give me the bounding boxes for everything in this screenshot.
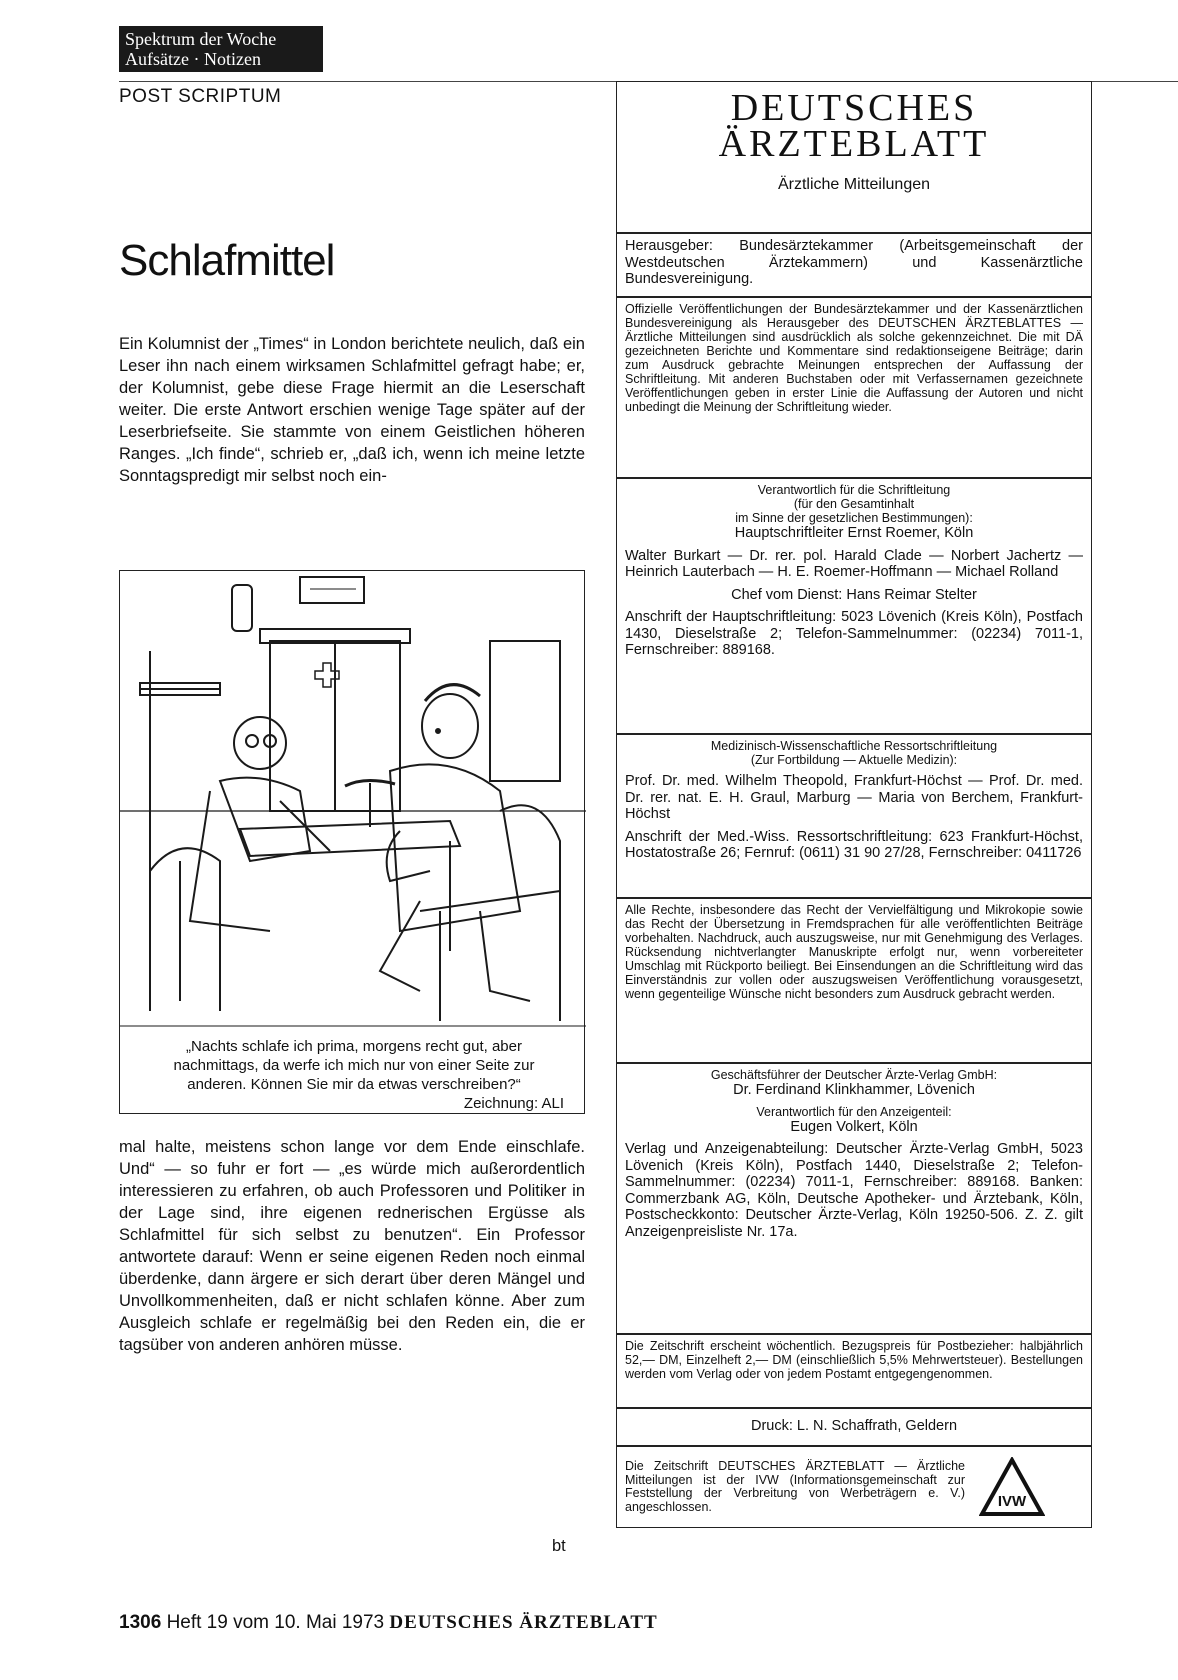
article-lead: Ein Kolumnist der „Times“ in London berichtete neulich, daß ein Leser ihn nach einem wirksamen Schlafmittel gefragt habe; er, der Kolumnist, gebe diese Frage hiermit an die Leserschaft weiter. Die erste Antwort erschien wenige Tage später auf der Leserbriefseite. Sie stammte von einem Geistlichen höheren Ranges. „Ich finde“, schrieb er, „daß ich, wenn ich meine letzte Sonntagspredigt mir selbst noch ein- (119, 335, 585, 485)
gf-head: Geschäftsführer der Deutscher Ärzte-Verlag GmbH: (710, 1068, 998, 1082)
anzeigen-name: Eugen Volkert, Köln (790, 1118, 918, 1135)
impressum-herausgeber: Herausgeber: Bundesärztekammer (Arbeitsgemeinschaft der Westdeutschen Ärztekammern) und Kassenärztliche Bundesvereinigung. (625, 238, 1083, 287)
med-head1: Medizinisch-Wissenschaftliche Ressortschriftleitung (710, 739, 998, 753)
med-head2: (Zur Fortbildung — Aktuelle Medizin): (750, 753, 958, 767)
impressum-druck-box (616, 1408, 1092, 1446)
redakteure: Walter Burkart — Dr. rer. pol. Harald Clade — Norbert Jachertz — Heinrich Lauterbach — H. E. Roemer-Hoffmann — Michael Rolland (625, 547, 1083, 580)
kicker: POST SCRIPTUM (119, 86, 282, 107)
cartoon (119, 570, 585, 1114)
schriftleitung-head1: Verantwortlich für die Schriftleitung (757, 483, 951, 497)
page-number: 1306 (119, 1612, 162, 1633)
impressum-ivw-box (616, 1446, 1092, 1528)
masthead (616, 81, 1092, 233)
masthead-title-line1: DEUTSCHES (730, 87, 978, 129)
impressum-ivw: Die Zeitschrift DEUTSCHES ÄRZTEBLATT — Ärztliche Mitteilungen ist der IVW (Informationsgemeinschaft zur Feststellung der Verbreitung von Werbeträgern e. V.) angeschlossen. (625, 1459, 965, 1514)
impressum-rechte-box (616, 898, 1092, 1063)
masthead-title (617, 87, 1091, 165)
section-badge (119, 26, 323, 72)
cartoon-credit: Zeichnung: ALI (463, 1095, 564, 1112)
impressum-bezug: Die Zeitschrift erscheint wöchentlich. Bezugspreis für Postbezieher: halbjährlich 52,— DM, Einzelheft 2,— DM (einschließlich 5,5% Mehrwertsteuer). Bestellungen werden vom Verlag oder von jedem Postamt entgegengenommen. (625, 1339, 1083, 1381)
med-names: Prof. Dr. med. Wilhelm Theopold, Frankfurt-Höchst — Prof. Dr. med. Dr. rer. nat. E. H. Graul, Marburg — Maria von Berchem, Frankfurt-Höchst (625, 773, 1083, 822)
impressum-schriftleitung-box (616, 478, 1092, 734)
article-body: mal halte, meistens schon lange vor dem Ende einschlafe. Und“ — so fuhr er fort — „es würde mich außerordentlich interessieren zu erfahren, ob auch Professoren und Politiker in der Lage sind, ihre eigenen rednerischen Ergüsse als Schlafmittel für sich selbst zu benutzen“. Ein Professor antwortete darauf: Wenn er seine eigenen Reden noch einmal überdenke, dann ärgere er sich derart über deren Mängel und Unvollkommenheiten, daß er nicht schlafen könne. Aber zum Ausgleich schlafe er regelmäßig bei den Reden ein, die er tagsüber von anderen anhören müsse. (119, 1138, 585, 1354)
masthead-subtitle: Ärztliche Mitteilungen (777, 176, 931, 193)
impressum-herausgeber-box (616, 233, 1092, 297)
chef-vom-dienst: Chef vom Dienst: Hans Reimar Stelter (731, 586, 977, 603)
section-badge-line2: Aufsätze · Notizen (125, 49, 261, 69)
impressum-medizin-box (616, 734, 1092, 898)
impressum-offiziell-box (616, 297, 1092, 478)
schriftleitung-head2: (für den Gesamtinhalt (793, 497, 915, 511)
footer-brand: DEUTSCHES ÄRZTEBLATT (389, 1612, 658, 1633)
verlag-anschrift: Verlag und Anzeigenabteilung: Deutscher Ärzte-Verlag GmbH, 5023 Lövenich (Kreis Köln), Postfach 1440, Dieselstraße 2; Telefon-Sammelnummer: (02234) 7011-1, Fernschreiber: 889168. Banken: Commerzbank AG, Köln, Deutsche Apotheker- und Ärztebank, Köln, Postscheckkonto: Deutscher Ärzte-Verlag, Köln 19250-506. Z. Z. gilt Anzeigenpreisliste Nr. 17a. (625, 1141, 1083, 1240)
schriftleitung-head3: im Sinne der gesetzlichen Bestimmungen): (735, 511, 973, 525)
impressum-offiziell: Offizielle Veröffentlichungen der Bundesärztekammer und der Kassenärztlichen Bundesvereinigung als Herausgeber des DEUTSCHEN ÄRZTEBLATTES — Ärztliche Mitteilungen sind ausdrücklich als solche gekennzeichnet. Die mit DÄ gezeichneten Berichte und Kommentare sind redaktionseigene Beiträge; darin zum Ausdruck gebrachte Meinungen entsprechen der Auffassung der Schriftleitung. Mit anderen Buchstaben oder mit Verfassernamen gezeichnete Veröffentlichungen geben in erster Linie die Auffassung der Autoren und nicht unbedingt die Meinung der Schriftleitung wieder. (625, 302, 1083, 414)
hauptschriftleiter: Hauptschriftleiter Ernst Roemer, Köln (734, 525, 974, 541)
article-title: Schlafmittel (119, 236, 335, 285)
hauptschriftleitung-anschrift: Anschrift der Hauptschriftleitung: 5023 Lövenich (Kreis Köln), Postfach 1430, Dieselstraße 2; Telefon-Sammelnummer: (02234) 7011-1, Fernschreiber: 889168. (625, 609, 1083, 658)
impressum-bezug-box (616, 1334, 1092, 1408)
med-anschrift: Anschrift der Med.-Wiss. Ressortschriftleitung: 623 Frankfurt-Höchst, Hostatostraße 26; Fernruf: (0611) 31 90 27/28, Fernschreiber: 0411726 (625, 828, 1083, 861)
impressum-druck: Druck: L. N. Schaffrath, Geldern (750, 1418, 958, 1434)
svg-text:IVW: IVW (997, 1493, 1027, 1510)
section-badge-line1: Spektrum der Woche (125, 29, 277, 49)
ivw-logo-icon (979, 1457, 1045, 1517)
cartoon-caption: „Nachts schlafe ich prima, morgens recht gut, aber nachmittags, da werfe ich mich nur von einer Seite zur anderen. Können Sie mir da etwas verschreiben?“ (173, 1038, 535, 1093)
masthead-title-line2: ÄRZTEBLATT (718, 123, 990, 165)
cartoon-drawing (120, 571, 586, 1031)
page-footer (119, 1612, 658, 1634)
article-signoff: bt (552, 1537, 566, 1555)
issue-info: Heft 19 vom 10. Mai 1973 (166, 1612, 385, 1633)
anzeigen-head: Verantwortlich für den Anzeigenteil: (756, 1104, 952, 1119)
impressum-rechte: Alle Rechte, insbesondere das Recht der Vervielfältigung und Mikrokopie sowie das Recht der Übersetzung in Fremdsprachen für alle veröffentlichten Beiträge vorbehalten. Nachdruck, auch auszugsweise, nur mit Genehmigung des Verlages. Rücksendung nichtverlangter Manuskripte erfolgt nur, wenn vorbereiteter Umschlag mit Rückporto beiliegt. Bei Einsendungen an die Schriftleitung wird das Einverständnis zur vollen oder auszugsweisen Veröffentlichung vorausgesetzt, wenn gegenteilige Wünsche nicht besonders zum Ausdruck gebracht werden. (625, 903, 1083, 1001)
impressum-verlag-box (616, 1063, 1092, 1334)
gf-name: Dr. Ferdinand Klinkhammer, Lövenich (733, 1082, 975, 1098)
